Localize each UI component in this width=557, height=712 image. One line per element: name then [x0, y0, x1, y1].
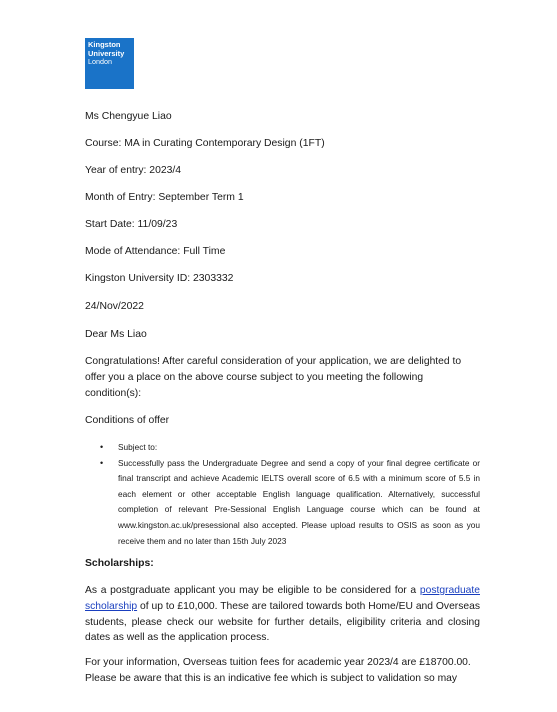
logo-line-3: London	[88, 57, 112, 66]
kingston-university-logo	[85, 38, 134, 89]
condition-text: Successfully pass the Undergraduate Degree and send a copy of your final degree certificate or final transcript and achieve Academic IELTS overall score of 6.5 with a minimum score of 5.5 in each element or other acceptable English language qualification. Alternatively, successful completion of relevant Pre-Sessional English Language course which can be found at www.kingston.ac.uk/presessional also accepted. Please upload results to OSIS as soon as you receive them and no later than 15th July 2023	[118, 457, 480, 546]
logo-line-1: Kingston	[88, 40, 121, 49]
logo-line-2: University	[88, 48, 125, 58]
course-line: Course: MA in Curating Contemporary Design (1FT)	[85, 138, 325, 149]
bullet-icon: •	[100, 442, 104, 452]
recipient-name: Ms Chengyue Liao	[85, 111, 172, 122]
conditions-heading: Conditions of offer	[85, 415, 170, 426]
condition-item	[100, 440, 480, 456]
scholarships-heading: Scholarships:	[85, 558, 154, 569]
month-of-entry: Month of Entry: September Term 1	[85, 192, 244, 203]
mode-of-attendance: Mode of Attendance: Full Time	[85, 246, 226, 257]
intro-paragraph: Congratulations! After careful consideration of your application, we are delighted to offer you a place on the above course subject to you meeting the following condition(s):	[85, 356, 462, 399]
scholarships-text-before: As a postgraduate applicant you may be eligible to be considered for a	[85, 585, 420, 596]
condition-text: Subject to:	[118, 442, 158, 452]
letter-date: 24/Nov/2022	[85, 301, 144, 312]
scholarships-text-after: of up to £10,000. These are tailored towards both Home/EU and Overseas students, please check our website for further details, eligibility criteria and closing dates as well as the application process.	[85, 600, 480, 644]
start-date: Start Date: 11/09/23	[85, 219, 178, 230]
scholarships-paragraph	[85, 583, 480, 646]
university-id: Kingston University ID: 2303332	[85, 273, 234, 284]
bullet-icon: •	[100, 457, 104, 468]
condition-item	[100, 456, 480, 550]
postgraduate-scholarship-link[interactable]: postgraduate scholarship	[85, 585, 480, 612]
conditions-list	[100, 440, 480, 549]
fees-paragraph: For your information, Overseas tuition fees for academic year 2023/4 are £18700.00. Please be aware that this is an indicative fee which is subject to validation so may	[85, 657, 471, 684]
year-of-entry: Year of entry: 2023/4	[85, 165, 182, 176]
salutation: Dear Ms Liao	[85, 329, 147, 340]
